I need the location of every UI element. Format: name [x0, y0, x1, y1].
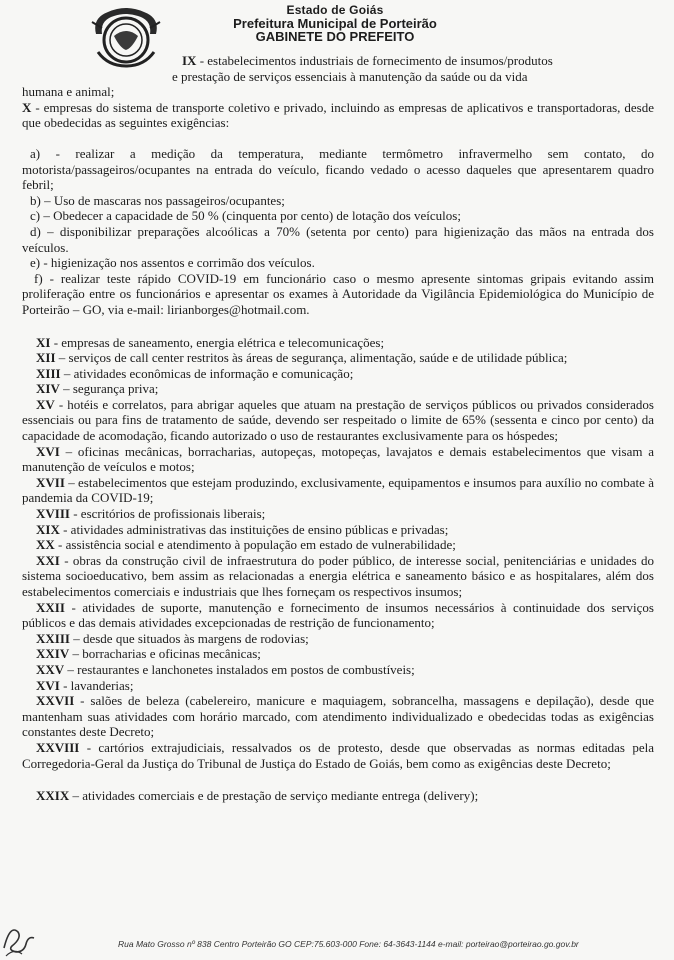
letterhead: [170, 4, 500, 43]
subitem-f: f) - realizar teste rápido COVID-19 em funcionário caso o mesmo apresente sintomas gripais evitando assim proliferação entre os funcionários e apresentar os exames à Autoridade da Vigilância Epidemiológica do Município de Porteirão – GO, via e-mail: lirianborges@hotmail.com.: [22, 270, 654, 317]
item-xxiii: XXIII – desde que situados às margens de rodovias;: [36, 630, 309, 646]
item-xxiv: XXIV – borracharias e oficinas mecânicas;: [36, 646, 261, 662]
item-xv: XV - hotéis e correlatos, para abrigar aqueles que atuam na prestação de serviços públicos ou privados considerados essenciais ou para fins de tratamento de saúde, devendo ser respeitado o limite de 65% (sessenta e cinco por cento) da capacidade de acomodação, ficando autorizado o uso de restaurantes exclusivamente para os hóspedes;: [22, 396, 654, 444]
subitem-c: c) – Obedecer a capacidade de 50 % (cinquenta por cento) de lotação dos veículos;: [30, 208, 461, 224]
item-xix: XIX - atividades administrativas das instituições de ensino públicas e privadas;: [36, 521, 449, 537]
initials-signature: [0, 918, 40, 958]
item-xvi-lavanderias: XVI - lavanderias;: [36, 677, 134, 693]
item-ix: IX - estabelecimentos industriais de fornecimento de insumos/produtos: [182, 53, 553, 68]
subitem-d: d) – disponibilizar preparações alcoólicas a 70% (setenta por cento) para higienização das mãos na entrada dos veículos.: [22, 223, 654, 255]
subitem-b: b) – Uso de mascaras nos passageiros/ocupantes;: [30, 192, 285, 208]
item-xx: XX - assistência social e atendimento à população em estado de vulnerabilidade;: [36, 537, 456, 553]
item-xxii: XXII - atividades de suporte, manutenção e fornecimento de insumos necessários à continuidade dos serviços públicos e das demais atividades excepcionadas de restrição de funcionamento;: [22, 599, 654, 631]
letterhead-office: GABINETE DO PREFEITO: [255, 29, 415, 44]
item-xxix: XXIX – atividades comerciais e de prestação de serviço mediante entrega (delivery);: [36, 788, 479, 804]
letterhead-state: Estado de Goiás: [286, 3, 384, 17]
subitem-e: e) - higienização nos assentos e corrimão dos veículos.: [30, 255, 315, 271]
item-xvi: XVI – oficinas mecânicas, borracharias, autopeças, motopeças, lavajatos e demais estabelecimentos que visam a manutenção de veículos e motos;: [22, 443, 654, 475]
item-xviii: XVIII - escritórios de profissionais liberais;: [36, 506, 266, 522]
item-ix-end: humana e animal;: [22, 84, 115, 100]
letterhead-prefecture: Prefeitura Municipal de Porteirão: [233, 16, 437, 31]
item-xxvii: XXVII - salões de beleza (cabelereiro, manicure e maquiagem, sobrancelha, massagens e depilação), desde que mantenham suas atividades com horário marcado, com atendimento individualizado e obedecidas todas as exigências constantes deste Decreto;: [22, 693, 654, 740]
item-xiv: XIV – segurança priva;: [36, 381, 159, 397]
item-xxviii: XXVIII - cartórios extrajudiciais, ressalvados os de protesto, desde que observadas as normas editadas pela Corregedoria-Geral da Justiça do Tribunal de Justiça do Estado de Goiás, bem como as exigências deste Decreto;: [22, 739, 654, 771]
item-xii: XII – serviços de call center restritos às áreas de segurança, alimentação, saúde e de utilidade pública;: [36, 350, 568, 366]
item-x: X - empresas do sistema de transporte coletivo e privado, incluindo as empresas de aplicativos e transportadoras, desde que obedecidas as seguintes exigências:: [22, 99, 654, 131]
item-ix-cont: e prestação de serviços essenciais à manutenção da saúde ou da vida: [172, 68, 528, 84]
decree-body: [22, 53, 654, 804]
subitem-a: a) - realizar a medição da temperatura, mediante termômetro infravermelho sem contato, do motorista/passageiros/ocupantes na entrada do veículo, ficando vedado o acesso daqueles que apresentarem quadro febril;: [22, 145, 654, 193]
footer-address: Rua Mato Grosso nº 838 Centro Porteirão GO CEP:75.603-000 Fone: 64-3643-1144 e-mail: porteirao@porteirao.go.gov.br: [118, 939, 579, 949]
item-xvii: XVII – estabelecimentos que estejam produzindo, exclusivamente, equipamentos e insumos para auxílio no combate à pandemia da COVID-19;: [22, 474, 654, 506]
item-xxi: XXI - obras da construção civil de infraestrutura do poder público, de interesse social, penitenciárias e unidades do sistema socioeducativo, bem assim as relacionadas a energia elétrica e saneamento básico e as hospitalares, além dos estabelecimentos comerciais e industriais que lhes forneçam os respectivos insumos;: [22, 552, 654, 599]
item-xxv: XXV – restaurantes e lanchonetes instalados em postos de combustíveis;: [36, 661, 415, 677]
item-xiii: XIII – atividades econômicas de informação e comunicação;: [36, 365, 354, 381]
item-xi: XI - empresas de saneamento, energia elétrica e telecomunicações;: [36, 334, 385, 350]
